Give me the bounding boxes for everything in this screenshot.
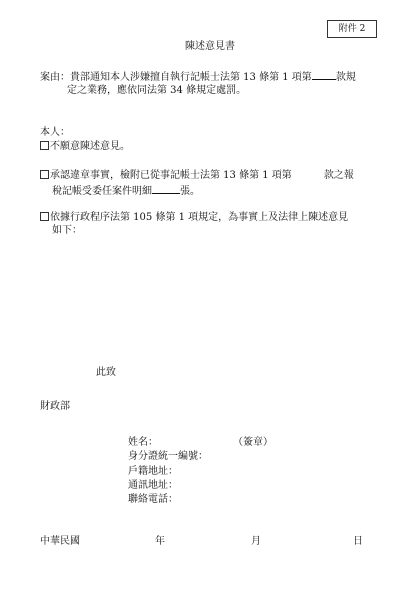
option-admit-text-2a: 稅記帳受委任案件明細 — [52, 186, 152, 197]
date-day-label: 日 — [353, 536, 363, 547]
date-month-label: 月 — [251, 536, 261, 547]
closing-phrase: 此致 — [96, 367, 116, 378]
attachment-label-text: 附件 2 — [338, 23, 366, 34]
option-admit-text-1b: 款之報 — [323, 170, 354, 181]
option-admit-checkbox[interactable] — [40, 170, 49, 179]
option-admit-text-2b: 張。 — [180, 186, 200, 197]
option-admit-line-1 — [40, 170, 354, 182]
option-decline — [40, 141, 130, 153]
option-decline-checkbox[interactable] — [40, 141, 49, 150]
date-roc-label: 中華民國 — [40, 536, 80, 547]
option-admit-line-2 — [52, 184, 200, 198]
self-label: 本人： — [40, 127, 70, 138]
option-statement-line-2: 如下： — [52, 225, 82, 236]
signature-household-address-label: 戶籍地址： — [128, 466, 178, 477]
subject-line-1 — [40, 70, 356, 84]
option-statement-text-1: 依據行政程序法第 105 條第 1 項規定，為事實上及法律上陳述意見 — [50, 212, 349, 223]
date-year-label: 年 — [155, 536, 165, 547]
recipient: 財政部 — [40, 401, 70, 412]
option-admit-count-blank[interactable] — [152, 184, 180, 194]
option-statement-checkbox[interactable] — [40, 212, 49, 221]
document-title: 陳述意見書 — [185, 41, 235, 52]
signature-phone-label: 聯絡電話： — [128, 494, 178, 505]
signature-id-label: 身分證統一編號： — [128, 451, 208, 462]
subject-blank[interactable] — [312, 70, 336, 80]
attachment-label — [327, 20, 377, 38]
subject-line-2: 定之業務，應依同法第 34 條規定處罰。 — [67, 85, 247, 96]
signature-name-label: 姓名： — [128, 437, 158, 448]
option-statement-line-1 — [40, 212, 348, 224]
subject-text-1b: 款規 — [335, 72, 356, 83]
option-admit-text-1a: 承認違章事實，檢附已從事記帳士法第 13 條第 1 項第 — [50, 170, 292, 181]
signature-mailing-address-label: 通訊地址： — [128, 480, 178, 491]
subject-text-1a: 貴部通知本人涉嫌擅自執行記帳士法第 13 條第 1 項第 — [70, 72, 312, 83]
signature-seal-label: （簽章） — [233, 437, 273, 448]
subject-label: 案由： — [40, 72, 70, 83]
option-decline-text: 不願意陳述意見。 — [50, 141, 130, 152]
